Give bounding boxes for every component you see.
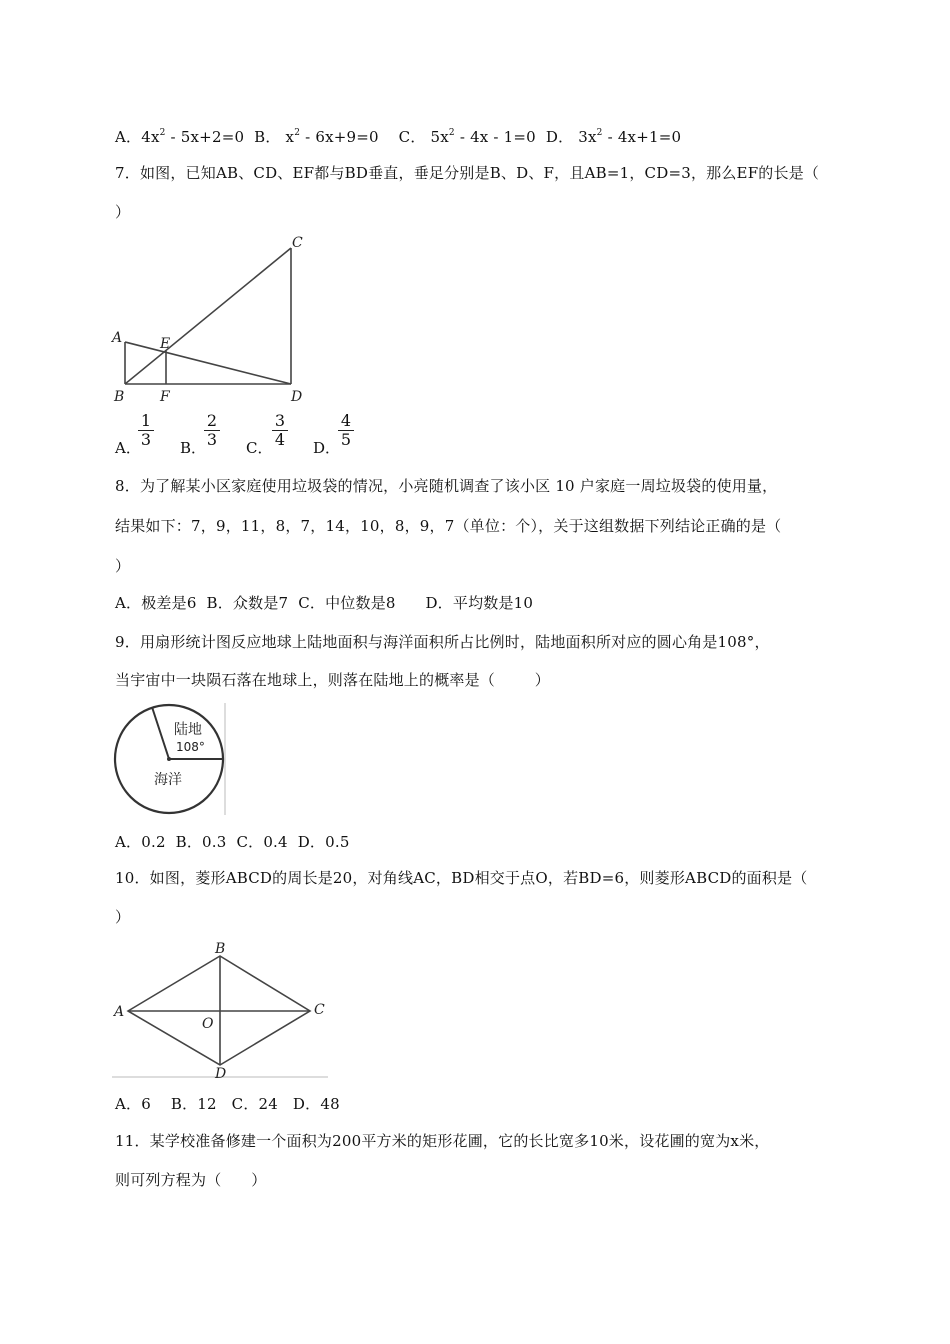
rhombus-label-b: B	[215, 941, 226, 957]
q7-opt-c-label: C．	[246, 439, 273, 457]
pie-angle-label: 108°	[176, 740, 205, 754]
q8-stem-line3: ）	[115, 557, 131, 575]
q7-stem-line1: 7．如图，已知AB、CD、EF都与BD垂直，垂足分别是B、D、F，且AB=1，CD=3，那么EF的长是（	[115, 164, 820, 182]
pie-ocean-label: 海洋	[154, 772, 182, 788]
q10-options: A．6 B．12 C．24 D．48	[115, 1095, 340, 1113]
rhombus-label-d: D	[215, 1066, 227, 1082]
q7-opt-c-fraction: $\frac{3}{4}$	[272, 412, 288, 449]
q11-stem-line2: 则可列方程为（ ）	[115, 1171, 267, 1189]
q6-options: A．$4x^2 - 5x+2=0$ B． $x^2 - 6x+9=0$ C． $5x^2 - 4x - 1=0$ D． $3x^2 - 4x+1=0$	[115, 128, 682, 146]
q10-rhombus-figure	[108, 938, 333, 1083]
q7-opt-b-label: B．	[180, 439, 207, 457]
q8-stem-line2: 结果如下：7，9，11，8，7，14，10，8，9，7（单位：个），关于这组数据下列结论正确的是（	[115, 517, 782, 535]
q10-stem-line2: ）	[115, 908, 131, 926]
rhombus-label-a: A	[114, 1004, 125, 1020]
q7-figure	[108, 232, 308, 407]
label-c: C	[292, 235, 303, 251]
label-e: E	[160, 336, 171, 352]
q9-pie-figure	[110, 700, 235, 818]
label-f: F	[160, 389, 170, 405]
q7-opt-b-fraction: $\frac{2}{3}$	[204, 412, 220, 449]
q7-opt-a-label: A．	[115, 439, 141, 457]
q9-stem-line1: 9．用扇形统计图反应地球上陆地面积与海洋面积所占比例时，陆地面积所对应的圆心角是108°，	[115, 633, 770, 651]
q8-options: A．极差是6 B．众数是7 C．中位数是8 D．平均数是10	[115, 594, 534, 612]
label-a: A	[112, 330, 123, 346]
q10-stem-line1: 10．如图，菱形ABCD的周长是20，对角线AC，BD相交于点O，若BD=6，则菱形ABCD的面积是（	[115, 869, 808, 887]
pie-land-label: 陆地	[174, 722, 202, 738]
label-d: D	[291, 389, 303, 405]
rhombus-label-o: O	[202, 1016, 214, 1032]
q7-opt-a-fraction: $\frac{1}{3}$	[138, 412, 154, 449]
q9-stem-line2: 当宇宙中一块陨石落在地球上，则落在陆地上的概率是（ ）	[115, 671, 550, 689]
q7-opt-d-label: D．	[313, 439, 341, 457]
q7-stem-line2: ）	[115, 203, 131, 221]
rhombus-label-c: C	[314, 1002, 325, 1018]
q7-opt-d-fraction: $\frac{4}{5}$	[338, 412, 354, 449]
q9-options: A．0.2 B．0.3 C．0.4 D．0.5	[115, 833, 350, 851]
label-b: B	[114, 389, 125, 405]
q11-stem-line1: 11．某学校准备修建一个面积为200平方米的矩形花圃，它的长比宽多10米，设花圃的宽为x米，	[115, 1132, 770, 1150]
q8-stem-line1: 8．为了解某小区家庭使用垃圾袋的情况，小亮随机调查了该小区 10 户家庭一周垃圾袋的使用量，	[115, 477, 778, 495]
